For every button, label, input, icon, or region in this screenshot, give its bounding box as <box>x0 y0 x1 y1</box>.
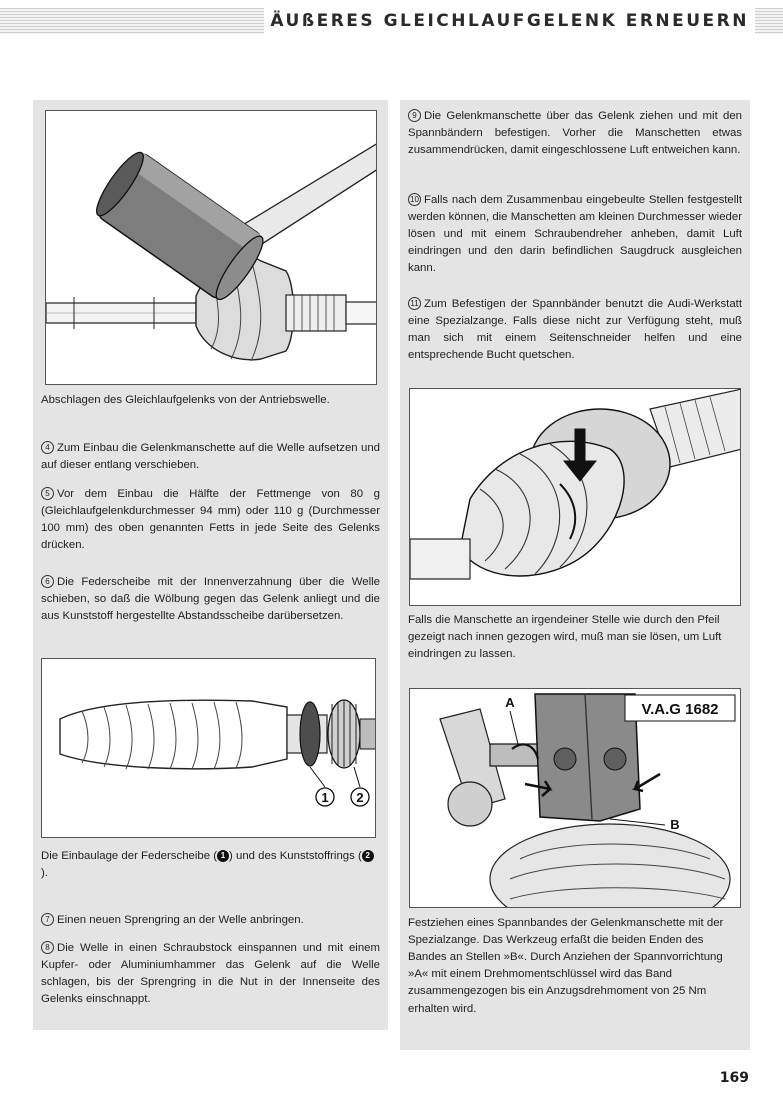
step-10 <box>408 192 742 278</box>
badge-2: 2 <box>362 850 374 862</box>
step-11 <box>408 296 742 364</box>
step-number: 7 <box>41 913 54 926</box>
figure3-caption: Falls die Manschette an irgendeiner Stelle wie durch den Pfeil gezeigt nach innen gezogen wird, muß man sie lösen, um Luft eindringen zu lassen. <box>408 614 722 661</box>
left-column <box>33 100 388 1030</box>
step-number: 5 <box>41 487 54 500</box>
step-text: Die Welle in einen Schraubstock einspannen und mit einem Kupfer- oder Aluminiumhammer das Gelenk auf die Welle schlagen, bis der Sprengring in die Nut in der Innenseite des Gelenks einschnappt. <box>41 942 380 1006</box>
step-number: 6 <box>41 575 54 588</box>
figure-hammer-joint <box>45 110 377 385</box>
badge-1: 1 <box>217 850 229 862</box>
step-5 <box>41 486 380 554</box>
step-text: Zum Befestigen der Spannbänder benutzt die Audi-Werkstatt eine Spezialzange. Falls diese nicht zur Verfügung steht, muß man sich mit einem Seitenschneider helfen und eine entsprechende Bucht quetschen. <box>408 298 742 362</box>
step-text: Die Gelenkmanschette über das Gelenk ziehen und mit den Spannbändern befestigen. Vorher die Manschetten etwas zusammendrücken, damit eingeschlossene Luft entweichen kann. <box>408 110 742 157</box>
step-7 <box>41 912 380 929</box>
clamp-tool-illustration <box>410 689 741 908</box>
page-title: ÄUßERES GLEICHLAUFGELENK ERNEUERN <box>264 8 755 34</box>
figure-spring-washer <box>41 658 376 838</box>
hammer-joint-illustration <box>46 111 377 385</box>
step-text: Vor dem Einbau die Hälfte der Fettmenge von 80 g (Gleichlaufgelenkdurchmesser 94 mm) oder 110 g (Durchmesser 100 mm) des oben genannten Fetts in jede Seite des Gelenks drücken. <box>41 488 380 552</box>
step-number: 4 <box>41 441 54 454</box>
step-text: Einen neuen Sprengring an der Welle anbringen. <box>57 914 304 926</box>
tool-label: V.A.G 1682 <box>641 701 719 718</box>
caption-text: ). <box>41 867 48 880</box>
figure1-caption: Abschlagen des Gleichlaufgelenks von der Antriebswelle. <box>41 394 330 406</box>
figure2-caption <box>41 848 380 882</box>
step-text: Falls nach dem Zusammenbau eingebeulte Stellen festgestellt werden können, die Manschetten am kleinen Durchmesser wieder lösen und mit einem Schraubendreher anheben, damit Luft eindringen und den darin befindlichen Saugdruck ausgleichen kann. <box>408 194 742 275</box>
caption-text: Die Einbaulage der Federscheibe ( <box>41 850 218 862</box>
step-text: Zum Einbau die Gelenkmanschette auf die Welle aufsetzen und auf dieser entlang verschieben. <box>41 442 380 472</box>
label-2: 2 <box>356 790 364 805</box>
label-b: B <box>670 817 680 832</box>
step-number: 11 <box>408 297 421 310</box>
label-1: 1 <box>321 790 329 805</box>
step-8 <box>41 940 380 1008</box>
step-number: 10 <box>408 193 421 206</box>
figure4-caption: Festziehen eines Spannbandes der Gelenkmanschette mit der Spezialzange. Das Werkzeug erfaßt die beiden Enden des Bandes an Stellen »B«. Durch Anziehen der Spannvorrichtung »A« mit einem Drehmomentschlüssel wird das Band zusammengezogen bis ein Anzugsdrehmoment von 25 Nm erhalten wird. <box>408 917 724 1015</box>
boot-dent-illustration <box>410 389 741 606</box>
spring-washer-illustration <box>42 659 376 838</box>
figure-boot-dent <box>409 388 741 606</box>
step-number: 8 <box>41 941 54 954</box>
page-number: 169 <box>719 1070 749 1086</box>
step-text: Die Federscheibe mit der Innenverzahnung über die Welle schieben, so daß die Wölbung gegen das Gelenk anliegt und die aus Kunststoff hergestellte Abstandsscheibe darübersetzen. <box>41 576 380 623</box>
caption-text: ) und des Kunststoffrings ( <box>229 850 362 862</box>
label-a: A <box>505 695 515 710</box>
step-number: 9 <box>408 109 421 122</box>
step-9 <box>408 108 742 159</box>
figure-clamp-tool <box>409 688 741 908</box>
step-4 <box>41 440 380 474</box>
step-6 <box>41 574 380 625</box>
right-column <box>400 100 750 1050</box>
